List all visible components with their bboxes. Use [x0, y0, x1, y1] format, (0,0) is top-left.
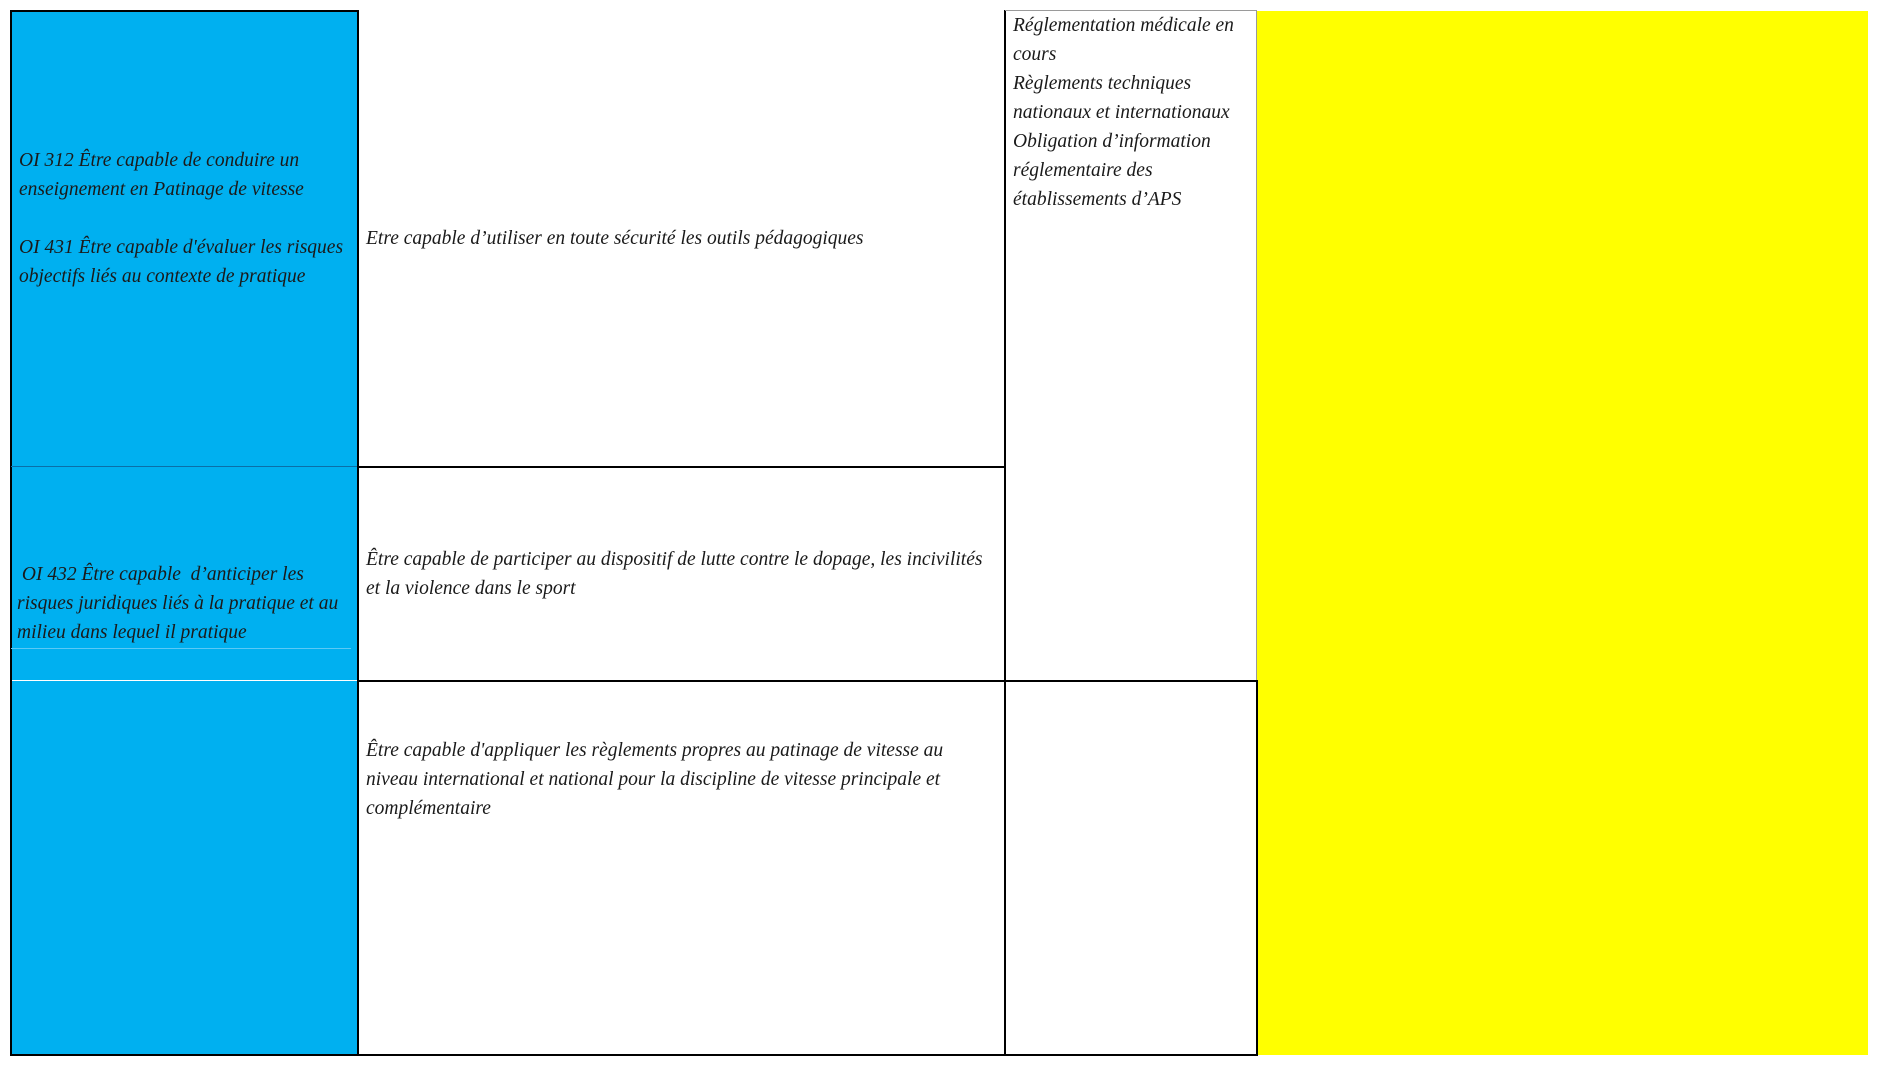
reference-information: Obligation d’information réglementaire des établissements d’APS: [1013, 131, 1211, 210]
objective-oi-312: OI 312 Être capable de conduire un enseignement en Patinage de vitesse: [19, 150, 304, 200]
divider-col-1: [357, 10, 359, 1056]
divider-col-3-upper: [1256, 10, 1257, 680]
objective-cell-1: [11, 11, 358, 467]
border-left: [10, 10, 12, 1056]
references-top-border: [1005, 10, 1256, 11]
reference-medical: Réglementation médicale en cours: [1013, 15, 1234, 65]
objective-oi-431: OI 431 Être capable d'évaluer les risques objectifs liés au contexte de pratique: [19, 237, 344, 287]
assessment-cell: [1257, 11, 1868, 1055]
divider-row-2: [357, 680, 1258, 682]
divider-col-3: [1256, 680, 1258, 1056]
competence-cell-3: [358, 681, 1005, 1055]
reference-technical: Règlements techniques nationaux et internationaux: [1013, 73, 1230, 123]
references-cell: [1005, 11, 1257, 681]
border-bottom: [10, 1054, 1258, 1056]
competence-cell-1: [358, 11, 1005, 467]
border-top: [11, 10, 357, 12]
divider-row-1: [357, 466, 1005, 468]
competence-cell-2: [358, 467, 1005, 680]
competence-text-1: Etre capable d’utiliser en toute sécurité les outils pédagogiques: [366, 228, 864, 249]
competence-text-2: Être capable de participer au dispositif de lutte contre le dopage, les incivilités et la violence dans le sport: [366, 549, 983, 599]
competence-text-3: Être capable d'appliquer les règlements propres au patinage de vitesse au niveau international et national pour la discipline de vitesse principale et complémentaire: [366, 740, 944, 819]
divider-row-1-blue: [11, 466, 357, 467]
objective-oi-432: OI 432 Être capable d’anticiper les risques juridiques liés à la pratique et au milieu dans lequel il pratique: [17, 564, 344, 643]
divider-row-2-blue: [11, 648, 351, 649]
divider-col-2: [1004, 10, 1006, 1056]
references-empty-cell: [1005, 681, 1257, 1055]
objective-cell-3: [11, 681, 358, 1055]
